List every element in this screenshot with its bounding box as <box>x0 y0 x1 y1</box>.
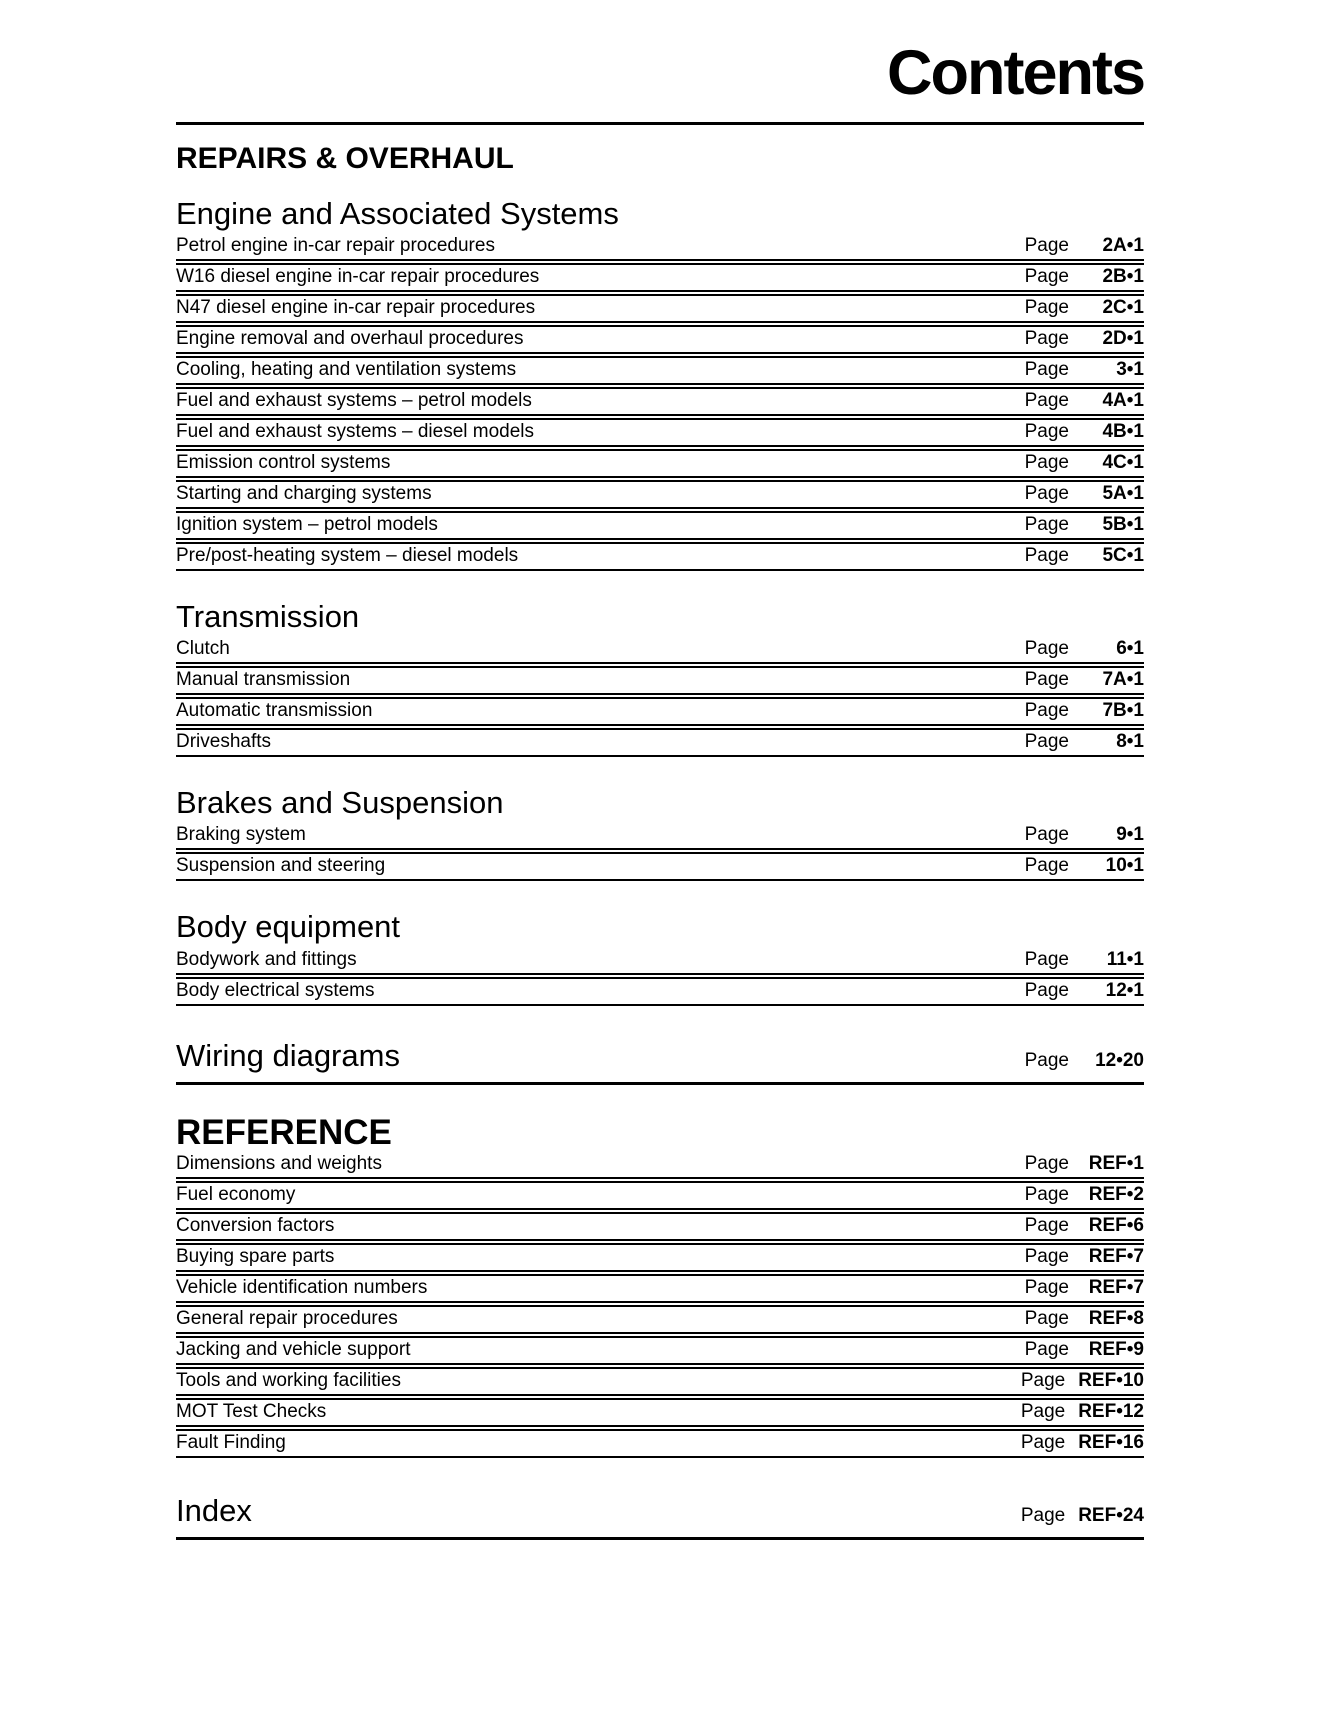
toc-item-label: Cooling, heating and ventilation systems <box>176 359 517 381</box>
repairs-overhaul-heading: REPAIRS & OVERHAUL <box>176 142 514 176</box>
page-ref <box>1025 1051 1144 1071</box>
page-number: REF•8 <box>1088 1308 1144 1330</box>
page-ref <box>1021 1433 1144 1453</box>
page-number: 8•1 <box>1116 731 1144 753</box>
page-number: 2B•1 <box>1102 266 1144 288</box>
page-number: 4C•1 <box>1102 452 1144 474</box>
reference-heading: REFERENCE <box>176 1112 392 1152</box>
page-number: 12•20 <box>1095 1049 1144 1071</box>
page-word: Page <box>1024 266 1069 288</box>
toc-item-label: N47 diesel engine in-car repair procedures <box>176 297 536 319</box>
section-heading: Engine and Associated Systems <box>176 196 619 232</box>
toc-section-reference <box>176 1112 1144 1459</box>
page-number: 12•1 <box>1105 979 1144 1001</box>
page-ref <box>1025 1309 1144 1329</box>
page-number: 5B•1 <box>1102 514 1144 536</box>
toc-row <box>176 1212 1144 1241</box>
page-number: 5C•1 <box>1102 545 1144 567</box>
toc-section-wiring-diagrams <box>176 1039 1144 1085</box>
page-number: 7A•1 <box>1102 669 1144 691</box>
page-word: Page <box>1024 328 1069 350</box>
toc-item-label: W16 diesel engine in-car repair procedures <box>176 266 540 288</box>
page-word: Page <box>1024 1184 1069 1206</box>
section-heading: Wiring diagrams <box>176 1037 400 1073</box>
toc-row <box>176 637 1144 664</box>
toc-row <box>176 387 1144 416</box>
toc-row <box>176 542 1144 571</box>
toc-item-label: Conversion factors <box>176 1215 335 1237</box>
page-ref <box>1025 484 1144 504</box>
toc-item-label: Dimensions and weights <box>176 1153 382 1175</box>
page-number: 3•1 <box>1116 359 1144 381</box>
toc-item-label: Fuel and exhaust systems – petrol models <box>176 390 532 412</box>
page-word: Page <box>1020 1370 1066 1392</box>
title-divider <box>176 122 1144 125</box>
page-number: REF•16 <box>1078 1432 1144 1454</box>
toc-row <box>176 728 1144 757</box>
page-word: Page <box>1024 235 1069 257</box>
toc-row <box>176 418 1144 447</box>
section-heading: Body equipment <box>176 909 401 945</box>
page-ref <box>1025 1185 1144 1205</box>
section-heading: Transmission <box>176 599 360 635</box>
page-ref <box>1025 453 1144 473</box>
page-ref <box>1025 825 1144 845</box>
toc-section-brakes <box>176 786 1144 881</box>
page-word: Page <box>1020 1401 1066 1423</box>
toc-row <box>176 480 1144 509</box>
toc-section-engine <box>176 197 1144 571</box>
toc-item-label: Manual transmission <box>176 669 351 691</box>
contents-page <box>176 40 1144 1540</box>
page-word: Page <box>1024 1277 1069 1299</box>
toc-row <box>176 356 1144 385</box>
section-heading: Index <box>176 1493 252 1529</box>
toc-row <box>176 263 1144 292</box>
page-number: 4B•1 <box>1102 421 1144 443</box>
toc-row <box>176 449 1144 478</box>
toc-row <box>176 948 1144 975</box>
page-number: REF•1 <box>1088 1153 1144 1175</box>
page-ref <box>1025 1216 1144 1236</box>
toc-row <box>176 1243 1144 1272</box>
page-number: REF•10 <box>1078 1370 1144 1392</box>
toc-item-label: Clutch <box>176 638 230 660</box>
page-word: Page <box>1024 1049 1069 1071</box>
toc-item-label: Automatic transmission <box>176 700 373 722</box>
page-number: 2D•1 <box>1102 328 1144 350</box>
section-heading: Brakes and Suspension <box>176 785 504 821</box>
page-ref <box>1025 422 1144 442</box>
page-word: Page <box>1024 483 1069 505</box>
toc-item-label: Buying spare parts <box>176 1246 335 1268</box>
page-number: REF•6 <box>1088 1215 1144 1237</box>
toc-item-label: Petrol engine in-car repair procedures <box>176 235 495 257</box>
toc-item-label: MOT Test Checks <box>176 1401 327 1423</box>
page-number: 7B•1 <box>1102 700 1144 722</box>
page-word: Page <box>1024 1308 1069 1330</box>
toc-row <box>176 1367 1144 1396</box>
toc-item-label: Driveshafts <box>176 731 272 753</box>
toc-section-body <box>176 910 1144 1005</box>
toc-item-label: Jacking and vehicle support <box>176 1339 411 1361</box>
page-ref <box>1025 267 1144 287</box>
page-title: Contents <box>887 38 1144 108</box>
toc-item-label: Fuel economy <box>176 1184 296 1206</box>
page-ref <box>1025 639 1144 659</box>
page-word: Page <box>1024 514 1069 536</box>
page-word: Page <box>1024 731 1069 753</box>
page-word: Page <box>1024 824 1069 846</box>
toc-item-label: Fuel and exhaust systems – diesel models <box>176 421 535 443</box>
page-ref <box>1021 1402 1144 1422</box>
page-word: Page <box>1024 1246 1069 1268</box>
toc-section-index <box>176 1494 1144 1540</box>
toc-row <box>176 1336 1144 1365</box>
toc-item-label: Ignition system – petrol models <box>176 514 438 536</box>
page-ref <box>1021 1506 1144 1526</box>
page-number: REF•9 <box>1088 1339 1144 1361</box>
toc-row <box>176 823 1144 850</box>
page-number: REF•12 <box>1078 1401 1144 1423</box>
page-ref <box>1025 515 1144 535</box>
page-word: Page <box>1024 1339 1069 1361</box>
toc-item-label: Bodywork and fittings <box>176 948 357 970</box>
page-word: Page <box>1024 545 1069 567</box>
toc-item-label: Emission control systems <box>176 452 391 474</box>
page-ref <box>1021 1371 1144 1391</box>
toc-row <box>176 852 1144 881</box>
toc-row <box>176 1181 1144 1210</box>
page-ref <box>1025 732 1144 752</box>
page-number: 10•1 <box>1105 855 1144 877</box>
toc-row <box>176 666 1144 695</box>
toc-section-transmission <box>176 600 1144 757</box>
toc-row <box>176 294 1144 323</box>
page-ref <box>1025 701 1144 721</box>
toc-item-label: Tools and working facilities <box>176 1370 401 1392</box>
page-number: 5A•1 <box>1102 483 1144 505</box>
toc-row <box>176 1429 1144 1458</box>
toc-row <box>176 1274 1144 1303</box>
page-ref <box>1025 546 1144 566</box>
toc-item-label: Starting and charging systems <box>176 483 432 505</box>
page-number: 11•1 <box>1106 948 1144 970</box>
toc-row <box>176 234 1144 261</box>
page-number: 6•1 <box>1116 638 1144 660</box>
page-word: Page <box>1024 390 1069 412</box>
page-word: Page <box>1024 1153 1069 1175</box>
page-word: Page <box>1024 948 1069 970</box>
page-word: Page <box>1024 297 1069 319</box>
toc-row <box>176 1152 1144 1179</box>
page-word: Page <box>1024 421 1069 443</box>
page-ref <box>1025 329 1144 349</box>
page-ref <box>1025 981 1144 1001</box>
page-number: REF•7 <box>1088 1246 1144 1268</box>
page-word: Page <box>1024 855 1069 877</box>
page-number: 2A•1 <box>1102 235 1144 257</box>
toc-item-label: Braking system <box>176 824 306 846</box>
toc-item-label: General repair procedures <box>176 1308 398 1330</box>
page-word: Page <box>1024 1215 1069 1237</box>
page-ref <box>1025 670 1144 690</box>
page-word: Page <box>1024 359 1069 381</box>
page-ref <box>1025 950 1144 970</box>
toc-row <box>176 697 1144 726</box>
page-number: 4A•1 <box>1102 390 1144 412</box>
toc-item-label: Fault Finding <box>176 1432 286 1454</box>
page-word: Page <box>1024 669 1069 691</box>
page-word: Page <box>1024 979 1069 1001</box>
page-word: Page <box>1020 1505 1066 1527</box>
toc-row <box>176 977 1144 1006</box>
page-ref <box>1025 1340 1144 1360</box>
page-ref <box>1025 1247 1144 1267</box>
page-number: REF•7 <box>1088 1277 1144 1299</box>
page-ref <box>1025 1278 1144 1298</box>
page-number: REF•2 <box>1088 1184 1144 1206</box>
page-number: 9•1 <box>1116 824 1144 846</box>
toc-row <box>176 325 1144 354</box>
page-ref <box>1025 856 1144 876</box>
page-number: 2C•1 <box>1102 297 1144 319</box>
toc-item-label: Pre/post-heating system – diesel models <box>176 545 519 567</box>
toc-row <box>176 1398 1144 1427</box>
page-number: REF•24 <box>1078 1505 1144 1527</box>
page-word: Page <box>1024 700 1069 722</box>
page-ref <box>1025 1154 1144 1174</box>
toc-row <box>176 511 1144 540</box>
toc-item-label: Suspension and steering <box>176 855 386 877</box>
page-ref <box>1025 236 1144 256</box>
toc-row <box>176 1305 1144 1334</box>
page-ref <box>1025 298 1144 318</box>
page-ref <box>1025 391 1144 411</box>
toc-item-label: Engine removal and overhaul procedures <box>176 328 524 350</box>
toc-item-label: Vehicle identification numbers <box>176 1277 428 1299</box>
page-word: Page <box>1024 638 1069 660</box>
page-word: Page <box>1024 452 1069 474</box>
page-word: Page <box>1020 1432 1066 1454</box>
toc-item-label: Body electrical systems <box>176 979 375 1001</box>
page-ref <box>1025 360 1144 380</box>
